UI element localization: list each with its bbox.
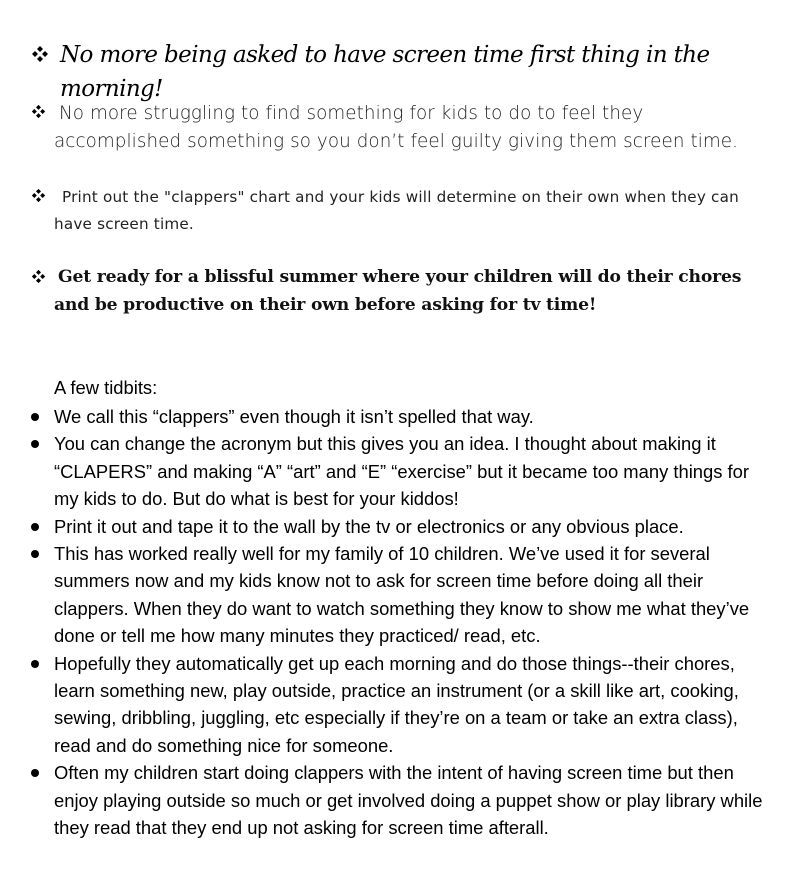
diamond-bullet-icon: [31, 188, 46, 203]
list-item-text: You can change the acronym but this gives you an idea. I thought about making it “CLAPERS” and making “A” “art” and “E” “exercise” but it became too many things for my kids to do. But do what is best for your kiddos!: [54, 433, 750, 510]
list-item: [0, 513, 792, 540]
diamond-bullet-icon: [31, 269, 46, 284]
list-item-text: Often my children start doing clappers with the intent of having screen time but then enjoy playing outside so much or get involved doing a puppet show or play library while they read that they end up not asking for screen time afterall.: [54, 762, 763, 839]
diamond-bullet-icon: [31, 45, 49, 63]
feature-text: No more being asked to have screen time first thing in the morning!: [60, 42, 710, 102]
list-item: [0, 650, 792, 760]
feature-item: [54, 184, 762, 238]
list-item: [0, 403, 792, 430]
list-item-text: Print it out and tape it to the wall by the tv or electronics or any obvious place.: [54, 515, 684, 537]
diamond-bullet-icon: [31, 104, 46, 119]
bullet-dot-icon: [31, 769, 39, 777]
list-item-text: This has worked really well for my family of 10 children. We’ve used it for several summers now and my kids know not to ask for screen time before doing all their clappers. When they do want to watch something they know to show me what they’ve done or tell me how many minutes they practiced/ read, etc.: [54, 543, 750, 647]
bullet-dot-icon: [31, 440, 39, 448]
bullet-dot-icon: [31, 550, 39, 558]
bullet-dot-icon: [31, 523, 39, 531]
tidbits-heading: A few tidbits:: [54, 377, 158, 398]
list-item: [0, 430, 792, 512]
feature-text: Print out the "clappers" chart and your kids will determine on their own when they can have screen time.: [54, 188, 739, 233]
bullet-dot-icon: [31, 413, 39, 421]
feature-text: No more struggling to find something for kids to do to feel they accomplished something so you don’t feel guilty giving them screen time.: [54, 103, 739, 152]
list-item: [0, 540, 792, 650]
list-item-text: Hopefully they automatically get up each morning and do those things--their chores, learn something new, play outside, practice an instrument (or a skill like art, cooking, sewing, dribbling, juggling, etc especially if they’re on a team or take an extra class), read and do something nice for someone.: [54, 652, 739, 756]
bullet-dot-icon: [31, 660, 39, 668]
feature-text: Get ready for a blissful summer where your children will do their chores and be productive on their own before asking for tv time!: [54, 267, 742, 315]
list-item-text: We call this “clappers” even though it isn’t spelled that way.: [54, 406, 534, 427]
feature-item: [54, 264, 772, 319]
feature-item: [60, 38, 762, 106]
list-item: [0, 759, 792, 841]
tidbit-list: [0, 403, 792, 842]
feature-item: [54, 100, 762, 156]
